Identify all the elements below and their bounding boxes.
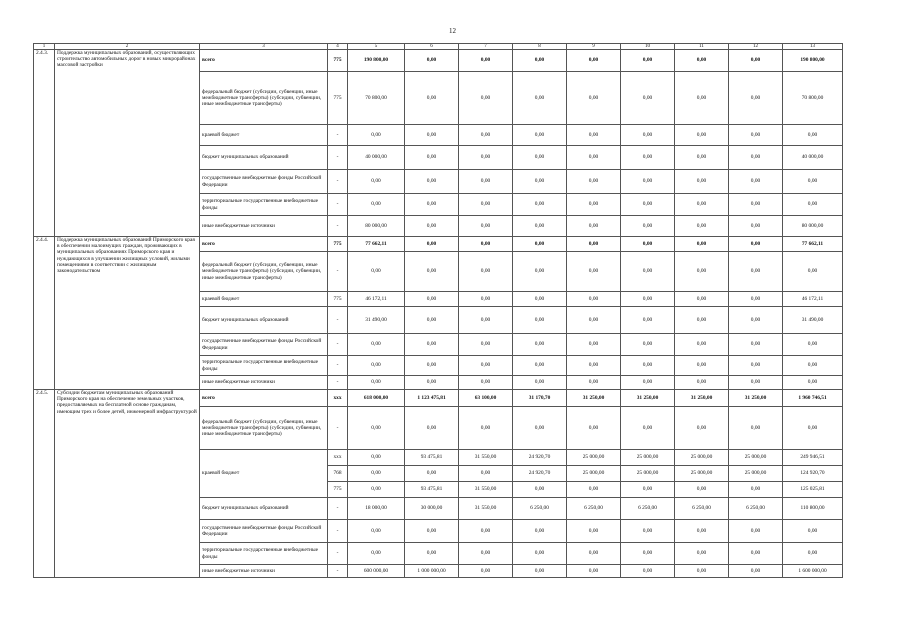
funding-source: федеральный бюджет (субсидии, субвенции, иные межбюджетные трансферты) (субсидии, субвенции, иные межбюджетные трансферты) bbox=[200, 252, 328, 292]
amount-cell: 0,00 bbox=[675, 543, 729, 565]
amount-cell: 0,00 bbox=[783, 543, 843, 565]
amount-cell: 0,00 bbox=[621, 565, 675, 578]
amount-cell: 0,00 bbox=[348, 194, 405, 216]
amount-cell: 0,00 bbox=[513, 50, 567, 72]
amount-cell: 0,00 bbox=[567, 334, 621, 356]
amount-cell: 0,00 bbox=[459, 50, 513, 72]
ministry-code: ххх bbox=[328, 450, 348, 466]
funding-source: бюджет муниципальных образований bbox=[200, 498, 328, 520]
amount-cell: 0,00 bbox=[675, 292, 729, 307]
amount-cell: 0,00 bbox=[783, 520, 843, 543]
ministry-code: - bbox=[328, 356, 348, 376]
amount-cell: 31 550,00 bbox=[459, 498, 513, 520]
header-cell: 12 bbox=[729, 44, 783, 50]
amount-cell: 600 000,00 bbox=[348, 565, 405, 578]
ministry-code: - bbox=[328, 125, 348, 146]
amount-cell: 0,00 bbox=[348, 407, 405, 450]
amount-cell: 6 250,00 bbox=[513, 498, 567, 520]
amount-cell: 70 800,00 bbox=[348, 72, 405, 125]
amount-cell: 0,00 bbox=[513, 170, 567, 194]
header-cell: 5 bbox=[348, 44, 405, 50]
ministry-code: - bbox=[328, 170, 348, 194]
section-name: Поддержка муниципальных образований, осуществляющих строительство автомобильных дорог в новых микрорайонах массовой застройки bbox=[55, 50, 200, 237]
amount-cell: 63 100,00 bbox=[459, 390, 513, 407]
amount-cell: 0,00 bbox=[567, 482, 621, 498]
amount-cell: 0,00 bbox=[621, 72, 675, 125]
funding-source: федеральный бюджет (субсидии, субвенции, иные межбюджетные трансферты) (субсидии, субвенции, иные межбюджетные трансферты) bbox=[200, 407, 328, 450]
amount-cell: 0,00 bbox=[567, 146, 621, 170]
amount-cell: 0,00 bbox=[459, 466, 513, 482]
amount-cell: 0,00 bbox=[729, 407, 783, 450]
amount-cell: 0,00 bbox=[783, 376, 843, 390]
amount-cell: 0,00 bbox=[621, 237, 675, 252]
amount-cell: 31 250,00 bbox=[675, 390, 729, 407]
amount-cell: 40 000,00 bbox=[348, 146, 405, 170]
amount-cell: 0,00 bbox=[675, 334, 729, 356]
funding-source: краевой бюджет bbox=[200, 125, 328, 146]
ministry-code: 775 bbox=[328, 237, 348, 252]
header-cell: 11 bbox=[675, 44, 729, 50]
amount-cell: 25 000,00 bbox=[567, 466, 621, 482]
amount-cell: 31 550,00 bbox=[459, 450, 513, 466]
amount-cell: 77 662,11 bbox=[783, 237, 843, 252]
amount-cell: 0,00 bbox=[621, 307, 675, 334]
amount-cell: 0,00 bbox=[783, 170, 843, 194]
amount-cell: 0,00 bbox=[675, 407, 729, 450]
amount-cell: 0,00 bbox=[621, 50, 675, 72]
amount-cell: 0,00 bbox=[459, 292, 513, 307]
ministry-code: - bbox=[328, 520, 348, 543]
amount-cell: 0,00 bbox=[513, 482, 567, 498]
amount-cell: 0,00 bbox=[405, 146, 459, 170]
amount-cell: 1 600 000,00 bbox=[783, 565, 843, 578]
amount-cell: 0,00 bbox=[567, 237, 621, 252]
section-name: Поддержка муниципальных образований Приморского края в обеспечении малоимущих граждан, проживающих в муниципальных образованиях Приморского края и нуждающихся в улучшении жилищных условий, жилыми помещениями в соответствии с жилищным законодательством bbox=[55, 237, 200, 390]
amount-cell: 190 800,00 bbox=[348, 50, 405, 72]
amount-cell: 0,00 bbox=[729, 482, 783, 498]
amount-cell: 0,00 bbox=[621, 356, 675, 376]
amount-cell: 25 000,00 bbox=[729, 450, 783, 466]
amount-cell: 0,00 bbox=[348, 466, 405, 482]
funding-source: территориальные государственные внебюджетные фонды bbox=[200, 356, 328, 376]
amount-cell: 0,00 bbox=[729, 543, 783, 565]
amount-cell: 249 946,51 bbox=[783, 450, 843, 466]
amount-cell: 0,00 bbox=[348, 543, 405, 565]
amount-cell: 0,00 bbox=[729, 170, 783, 194]
amount-cell: 0,00 bbox=[348, 334, 405, 356]
amount-cell: 0,00 bbox=[675, 216, 729, 237]
amount-cell: 24 920,70 bbox=[513, 450, 567, 466]
amount-cell: 6 250,00 bbox=[729, 498, 783, 520]
amount-cell: 0,00 bbox=[729, 565, 783, 578]
ministry-code: - bbox=[328, 565, 348, 578]
amount-cell: 0,00 bbox=[675, 565, 729, 578]
amount-cell: 0,00 bbox=[459, 125, 513, 146]
funding-source: всего bbox=[200, 237, 328, 252]
amount-cell: 0,00 bbox=[405, 170, 459, 194]
amount-cell: 0,00 bbox=[348, 170, 405, 194]
table-row bbox=[34, 390, 843, 407]
table-body bbox=[34, 44, 843, 578]
amount-cell: 0,00 bbox=[513, 237, 567, 252]
amount-cell: 0,00 bbox=[729, 520, 783, 543]
amount-cell: 0,00 bbox=[675, 307, 729, 334]
ministry-code: - bbox=[328, 334, 348, 356]
amount-cell: 0,00 bbox=[405, 216, 459, 237]
amount-cell: 0,00 bbox=[513, 307, 567, 334]
amount-cell: 0,00 bbox=[729, 72, 783, 125]
funding-source: бюджет муниципальных образований bbox=[200, 307, 328, 334]
amount-cell: 0,00 bbox=[783, 356, 843, 376]
ministry-code: 775 bbox=[328, 482, 348, 498]
amount-cell: 124 920,70 bbox=[783, 466, 843, 482]
amount-cell: 31 250,00 bbox=[621, 390, 675, 407]
page-number: 12 bbox=[449, 27, 456, 35]
amount-cell: 0,00 bbox=[405, 237, 459, 252]
amount-cell: 0,00 bbox=[675, 50, 729, 72]
funding-source: государственные внебюджетные фонды Российской Федерации bbox=[200, 170, 328, 194]
amount-cell: 0,00 bbox=[729, 376, 783, 390]
amount-cell: 0,00 bbox=[567, 125, 621, 146]
amount-cell: 0,00 bbox=[675, 125, 729, 146]
amount-cell: 0,00 bbox=[729, 125, 783, 146]
amount-cell: 1 960 746,51 bbox=[783, 390, 843, 407]
amount-cell: 0,00 bbox=[459, 194, 513, 216]
amount-cell: 0,00 bbox=[621, 194, 675, 216]
amount-cell: 25 000,00 bbox=[675, 466, 729, 482]
ministry-code: - bbox=[328, 194, 348, 216]
amount-cell: 0,00 bbox=[621, 146, 675, 170]
ministry-code: - bbox=[328, 543, 348, 565]
amount-cell: 0,00 bbox=[513, 334, 567, 356]
amount-cell: 0,00 bbox=[729, 216, 783, 237]
amount-cell: 0,00 bbox=[729, 356, 783, 376]
amount-cell: 190 800,00 bbox=[783, 50, 843, 72]
ministry-code: 768 bbox=[328, 466, 348, 482]
amount-cell: 0,00 bbox=[405, 50, 459, 72]
amount-cell: 0,00 bbox=[621, 543, 675, 565]
amount-cell: 80 000,00 bbox=[348, 216, 405, 237]
header-cell: 10 bbox=[621, 44, 675, 50]
amount-cell: 93 475,81 bbox=[405, 482, 459, 498]
amount-cell: 0,00 bbox=[513, 194, 567, 216]
funding-source: краевой бюджет bbox=[200, 450, 328, 498]
amount-cell: 618 000,00 bbox=[348, 390, 405, 407]
amount-cell: 0,00 bbox=[729, 292, 783, 307]
amount-cell: 0,00 bbox=[348, 520, 405, 543]
amount-cell: 0,00 bbox=[675, 356, 729, 376]
amount-cell: 6 250,00 bbox=[675, 498, 729, 520]
amount-cell: 0,00 bbox=[675, 194, 729, 216]
amount-cell: 25 000,00 bbox=[621, 466, 675, 482]
section-code: 2.4.4. bbox=[34, 237, 55, 390]
amount-cell: 0,00 bbox=[783, 252, 843, 292]
amount-cell: 0,00 bbox=[621, 216, 675, 237]
amount-cell: 0,00 bbox=[348, 125, 405, 146]
header-cell: 6 bbox=[405, 44, 459, 50]
amount-cell: 0,00 bbox=[459, 72, 513, 125]
funding-source: государственные внебюджетные фонды Российской Федерации bbox=[200, 334, 328, 356]
amount-cell: 0,00 bbox=[405, 376, 459, 390]
funding-source: всего bbox=[200, 50, 328, 72]
amount-cell: 125 025,81 bbox=[783, 482, 843, 498]
amount-cell: 0,00 bbox=[405, 407, 459, 450]
amount-cell: 0,00 bbox=[567, 50, 621, 72]
amount-cell: 0,00 bbox=[567, 292, 621, 307]
funding-source: иные внебюджетные источники bbox=[200, 376, 328, 390]
amount-cell: 0,00 bbox=[459, 146, 513, 170]
amount-cell: 31 250,00 bbox=[729, 390, 783, 407]
amount-cell: 25 000,00 bbox=[567, 450, 621, 466]
ministry-code: - bbox=[328, 252, 348, 292]
section-code: 2.4.3. bbox=[34, 50, 55, 237]
amount-cell: 0,00 bbox=[459, 307, 513, 334]
amount-cell: 0,00 bbox=[675, 482, 729, 498]
amount-cell: 31 490,00 bbox=[783, 307, 843, 334]
amount-cell: 0,00 bbox=[513, 146, 567, 170]
amount-cell: 0,00 bbox=[567, 216, 621, 237]
header-cell: 7 bbox=[459, 44, 513, 50]
funding-source: федеральный бюджет (субсидии, субвенции, иные межбюджетные трансферты) (субсидии, субвенции, иные межбюджетные трансферты) bbox=[200, 72, 328, 125]
amount-cell: 0,00 bbox=[729, 237, 783, 252]
amount-cell: 0,00 bbox=[675, 376, 729, 390]
table-row bbox=[34, 237, 843, 252]
amount-cell: 0,00 bbox=[459, 216, 513, 237]
amount-cell: 93 475,81 bbox=[405, 450, 459, 466]
amount-cell: 0,00 bbox=[675, 146, 729, 170]
amount-cell: 0,00 bbox=[675, 72, 729, 125]
amount-cell: 0,00 bbox=[348, 376, 405, 390]
amount-cell: 0,00 bbox=[621, 376, 675, 390]
funding-source: государственные внебюджетные фонды Российской Федерации bbox=[200, 520, 328, 543]
amount-cell: 31 170,70 bbox=[513, 390, 567, 407]
amount-cell: 0,00 bbox=[729, 146, 783, 170]
amount-cell: 0,00 bbox=[729, 307, 783, 334]
ministry-code: - bbox=[328, 146, 348, 170]
amount-cell: 0,00 bbox=[513, 252, 567, 292]
ministry-code: - bbox=[328, 376, 348, 390]
amount-cell: 0,00 bbox=[675, 520, 729, 543]
amount-cell: 0,00 bbox=[621, 252, 675, 292]
amount-cell: 0,00 bbox=[567, 407, 621, 450]
amount-cell: 0,00 bbox=[459, 252, 513, 292]
amount-cell: 1 000 000,00 bbox=[405, 565, 459, 578]
amount-cell: 0,00 bbox=[567, 520, 621, 543]
amount-cell: 0,00 bbox=[405, 356, 459, 376]
amount-cell: 0,00 bbox=[405, 72, 459, 125]
header-cell: 13 bbox=[783, 44, 843, 50]
amount-cell: 0,00 bbox=[567, 194, 621, 216]
amount-cell: 0,00 bbox=[783, 334, 843, 356]
amount-cell: 0,00 bbox=[348, 356, 405, 376]
amount-cell: 0,00 bbox=[405, 466, 459, 482]
amount-cell: 0,00 bbox=[459, 543, 513, 565]
table-row bbox=[34, 50, 843, 72]
header-cell: 4 bbox=[328, 44, 348, 50]
header-cell: 9 bbox=[567, 44, 621, 50]
funding-source: иные внебюджетные источники bbox=[200, 216, 328, 237]
amount-cell: 0,00 bbox=[513, 356, 567, 376]
amount-cell: 0,00 bbox=[621, 334, 675, 356]
amount-cell: 0,00 bbox=[513, 376, 567, 390]
amount-cell: 0,00 bbox=[567, 356, 621, 376]
amount-cell: 30 000,00 bbox=[405, 498, 459, 520]
amount-cell: 18 000,00 bbox=[348, 498, 405, 520]
amount-cell: 31 550,00 bbox=[459, 482, 513, 498]
amount-cell: 0,00 bbox=[348, 252, 405, 292]
amount-cell: 25 000,00 bbox=[729, 466, 783, 482]
amount-cell: 0,00 bbox=[567, 565, 621, 578]
amount-cell: 0,00 bbox=[459, 237, 513, 252]
amount-cell: 0,00 bbox=[783, 125, 843, 146]
budget-table bbox=[33, 43, 843, 578]
amount-cell: 0,00 bbox=[459, 520, 513, 543]
amount-cell: 0,00 bbox=[513, 520, 567, 543]
amount-cell: 46 172,11 bbox=[783, 292, 843, 307]
amount-cell: 0,00 bbox=[513, 543, 567, 565]
ministry-code: - bbox=[328, 498, 348, 520]
amount-cell: 24 920,70 bbox=[513, 466, 567, 482]
amount-cell: 0,00 bbox=[621, 292, 675, 307]
amount-cell: 0,00 bbox=[783, 407, 843, 450]
ministry-code: - bbox=[328, 407, 348, 450]
amount-cell: 0,00 bbox=[513, 125, 567, 146]
amount-cell: 0,00 bbox=[567, 170, 621, 194]
amount-cell: 0,00 bbox=[621, 482, 675, 498]
amount-cell: 0,00 bbox=[348, 482, 405, 498]
ministry-code: 775 bbox=[328, 292, 348, 307]
amount-cell: 0,00 bbox=[513, 407, 567, 450]
amount-cell: 0,00 bbox=[459, 407, 513, 450]
amount-cell: 0,00 bbox=[513, 216, 567, 237]
ministry-code: - bbox=[328, 307, 348, 334]
amount-cell: 0,00 bbox=[405, 520, 459, 543]
amount-cell: 80 000,00 bbox=[783, 216, 843, 237]
amount-cell: 25 000,00 bbox=[675, 450, 729, 466]
section-code: 2.4.5. bbox=[34, 390, 55, 578]
amount-cell: 0,00 bbox=[405, 334, 459, 356]
amount-cell: 6 250,00 bbox=[567, 498, 621, 520]
amount-cell: 0,00 bbox=[459, 170, 513, 194]
amount-cell: 40 000,00 bbox=[783, 146, 843, 170]
amount-cell: 0,00 bbox=[405, 125, 459, 146]
amount-cell: 0,00 bbox=[459, 334, 513, 356]
amount-cell: 0,00 bbox=[405, 252, 459, 292]
amount-cell: 1 123 475,81 bbox=[405, 390, 459, 407]
amount-cell: 0,00 bbox=[621, 407, 675, 450]
amount-cell: 0,00 bbox=[675, 170, 729, 194]
header-cell: 1 bbox=[34, 44, 55, 50]
amount-cell: 0,00 bbox=[567, 307, 621, 334]
funding-source: территориальные государственные внебюджетные фонды bbox=[200, 194, 328, 216]
header-cell: 2 bbox=[55, 44, 200, 50]
amount-cell: 0,00 bbox=[621, 520, 675, 543]
amount-cell: 0,00 bbox=[513, 72, 567, 125]
amount-cell: 0,00 bbox=[459, 356, 513, 376]
amount-cell: 0,00 bbox=[348, 450, 405, 466]
header-cell: 3 bbox=[200, 44, 328, 50]
amount-cell: 77 662,11 bbox=[348, 237, 405, 252]
funding-source: бюджет муниципальных образований bbox=[200, 146, 328, 170]
ministry-code: 775 bbox=[328, 50, 348, 72]
amount-cell: 46 172,11 bbox=[348, 292, 405, 307]
funding-source: иные внебюджетные источники bbox=[200, 565, 328, 578]
amount-cell: 70 800,00 bbox=[783, 72, 843, 125]
amount-cell: 0,00 bbox=[567, 376, 621, 390]
ministry-code: 775 bbox=[328, 72, 348, 125]
amount-cell: 0,00 bbox=[567, 543, 621, 565]
amount-cell: 0,00 bbox=[405, 194, 459, 216]
ministry-code: - bbox=[328, 216, 348, 237]
amount-cell: 0,00 bbox=[567, 252, 621, 292]
amount-cell: 6 250,00 bbox=[621, 498, 675, 520]
amount-cell: 0,00 bbox=[729, 252, 783, 292]
amount-cell: 0,00 bbox=[513, 292, 567, 307]
amount-cell: 0,00 bbox=[675, 252, 729, 292]
funding-source: краевой бюджет bbox=[200, 292, 328, 307]
amount-cell: 0,00 bbox=[729, 194, 783, 216]
amount-cell: 0,00 bbox=[621, 170, 675, 194]
amount-cell: 0,00 bbox=[729, 50, 783, 72]
amount-cell: 31 250,00 bbox=[567, 390, 621, 407]
section-name: Субсидии бюджетам муниципальных образований Приморского края на обеспечение земельных участков, предоставляемых на бесплатной основе гражданам, имеющим трех и более детей, инженерной инфраструктурой bbox=[55, 390, 200, 578]
amount-cell: 0,00 bbox=[783, 194, 843, 216]
funding-source: всего bbox=[200, 390, 328, 407]
amount-cell: 25 000,00 bbox=[621, 450, 675, 466]
amount-cell: 0,00 bbox=[621, 125, 675, 146]
amount-cell: 0,00 bbox=[675, 237, 729, 252]
header-cell: 8 bbox=[513, 44, 567, 50]
amount-cell: 31 490,00 bbox=[348, 307, 405, 334]
amount-cell: 0,00 bbox=[405, 307, 459, 334]
ministry-code: ххх bbox=[328, 390, 348, 407]
amount-cell: 0,00 bbox=[567, 72, 621, 125]
amount-cell: 0,00 bbox=[459, 565, 513, 578]
amount-cell: 0,00 bbox=[513, 565, 567, 578]
funding-source: территориальные государственные внебюджетные фонды bbox=[200, 543, 328, 565]
amount-cell: 0,00 bbox=[405, 543, 459, 565]
amount-cell: 0,00 bbox=[405, 292, 459, 307]
amount-cell: 110 800,00 bbox=[783, 498, 843, 520]
amount-cell: 0,00 bbox=[459, 376, 513, 390]
amount-cell: 0,00 bbox=[729, 334, 783, 356]
